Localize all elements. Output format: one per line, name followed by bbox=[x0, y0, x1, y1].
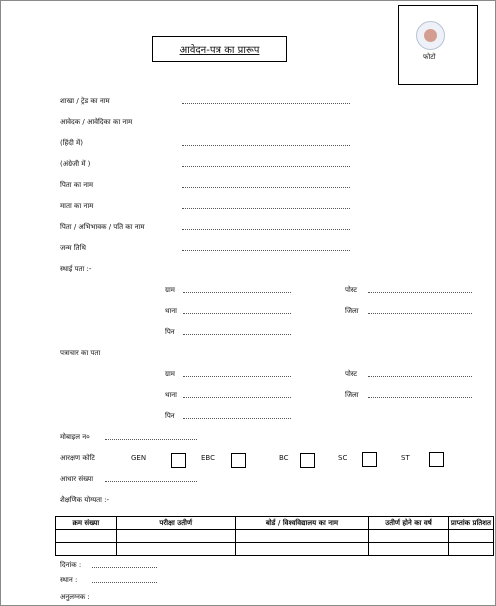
category-st-checkbox[interactable] bbox=[429, 452, 444, 467]
col-year-header: उतीर्ण होने का वर्ष bbox=[369, 517, 449, 530]
permanent-address-label: स्थाई पता :- bbox=[60, 265, 92, 273]
branch-field[interactable] bbox=[182, 103, 350, 104]
col-board-header: बोर्ड / विश्वविद्यालय का नाम bbox=[235, 517, 368, 530]
father-name-field[interactable] bbox=[182, 187, 350, 188]
perm-village-label: ग्राम bbox=[165, 286, 175, 294]
table-header-row bbox=[56, 517, 494, 530]
category-sc-checkbox[interactable] bbox=[362, 452, 377, 467]
enclosure-label: अनुलग्नक : bbox=[60, 593, 90, 601]
perm-pin-label: पिन bbox=[165, 328, 175, 336]
corr-pin-field[interactable] bbox=[183, 418, 291, 419]
table-cell[interactable] bbox=[369, 543, 449, 556]
mother-name-field[interactable] bbox=[182, 208, 350, 209]
col-percent-header: प्राप्तांक प्रतिशत bbox=[448, 517, 493, 530]
category-sc-label: SC bbox=[338, 454, 348, 462]
table-row bbox=[56, 543, 494, 556]
perm-district-label: जिला bbox=[345, 307, 359, 315]
place-field[interactable] bbox=[92, 582, 157, 583]
reservation-label: आरक्षण कोटि bbox=[60, 454, 95, 462]
table-cell[interactable] bbox=[116, 530, 235, 543]
corr-thana-field[interactable] bbox=[183, 397, 291, 398]
corr-district-label: जिला bbox=[345, 391, 359, 399]
corr-village-field[interactable] bbox=[183, 376, 291, 377]
table-cell[interactable] bbox=[116, 543, 235, 556]
dob-label: जन्म तिथि bbox=[60, 244, 86, 252]
guardian-label: पिता / अभिभावक / पति का नाम bbox=[60, 223, 145, 231]
perm-thana-field[interactable] bbox=[183, 313, 291, 314]
corr-village-label: ग्राम bbox=[165, 370, 175, 378]
aadhaar-field[interactable] bbox=[105, 481, 197, 482]
category-ebc-label: EBC bbox=[201, 454, 215, 462]
branch-label: शाखा / ट्रेड का नाम bbox=[60, 97, 110, 105]
corr-thana-label: थाना bbox=[165, 391, 177, 399]
mother-label: माता का नाम bbox=[60, 202, 94, 210]
category-ebc-checkbox[interactable] bbox=[231, 453, 246, 468]
hindi-label: (हिंदी में) bbox=[60, 139, 83, 147]
category-gen-checkbox[interactable] bbox=[171, 453, 186, 468]
perm-village-field[interactable] bbox=[183, 292, 291, 293]
perm-district-field[interactable] bbox=[368, 313, 472, 314]
date-label: दिनांक : bbox=[60, 561, 82, 569]
english-label: (अंग्रेजी में ) bbox=[60, 160, 91, 168]
category-bc-label: BC bbox=[279, 454, 289, 462]
hindi-name-field[interactable] bbox=[182, 145, 350, 146]
applicant-label: आवेदक / आवेदिका का नाम bbox=[60, 118, 133, 126]
corr-post-label: पोस्ट bbox=[345, 370, 358, 378]
table-cell[interactable] bbox=[56, 543, 117, 556]
col-serial-header: क्रम संख्या bbox=[56, 517, 117, 530]
date-field[interactable] bbox=[92, 567, 157, 568]
title-box bbox=[152, 36, 287, 62]
table-cell[interactable] bbox=[448, 543, 493, 556]
english-name-field[interactable] bbox=[182, 166, 350, 167]
perm-post-label: पोस्ट bbox=[345, 286, 358, 294]
table-cell[interactable] bbox=[235, 530, 368, 543]
correspondence-address-label: पत्राचार का पता bbox=[60, 349, 101, 357]
corr-district-field[interactable] bbox=[368, 397, 472, 398]
aadhaar-label: आधार संख्या bbox=[60, 475, 94, 483]
table-cell[interactable] bbox=[448, 530, 493, 543]
dob-field[interactable] bbox=[182, 250, 350, 251]
mobile-label: मोबाइल न० bbox=[60, 433, 90, 441]
col-exam-header: परीक्षा उतीर्ण bbox=[116, 517, 235, 530]
qualification-label: शैक्षणिक योग्यता :- bbox=[60, 496, 110, 504]
qualification-table bbox=[55, 516, 494, 556]
perm-pin-field[interactable] bbox=[183, 334, 291, 335]
corr-pin-label: पिन bbox=[165, 412, 175, 420]
category-st-label: ST bbox=[401, 454, 410, 462]
photo-label: फोटो bbox=[423, 53, 436, 61]
seal-emblem-icon bbox=[416, 21, 445, 50]
category-gen-label: GEN bbox=[131, 454, 147, 462]
form-title: आवेदन-पत्र का प्रारूप bbox=[179, 45, 260, 56]
perm-thana-label: थाना bbox=[165, 307, 177, 315]
seal-center bbox=[424, 29, 437, 42]
category-bc-checkbox[interactable] bbox=[300, 453, 315, 468]
mobile-field[interactable] bbox=[105, 439, 197, 440]
table-cell[interactable] bbox=[369, 530, 449, 543]
father-label: पिता का नाम bbox=[60, 181, 94, 189]
table-cell[interactable] bbox=[56, 530, 117, 543]
corr-post-field[interactable] bbox=[368, 376, 472, 377]
place-label: स्थान : bbox=[60, 576, 78, 584]
guardian-name-field[interactable] bbox=[182, 229, 350, 230]
table-row bbox=[56, 530, 494, 543]
photo-box[interactable] bbox=[398, 5, 478, 85]
perm-post-field[interactable] bbox=[368, 292, 472, 293]
table-cell[interactable] bbox=[235, 543, 368, 556]
